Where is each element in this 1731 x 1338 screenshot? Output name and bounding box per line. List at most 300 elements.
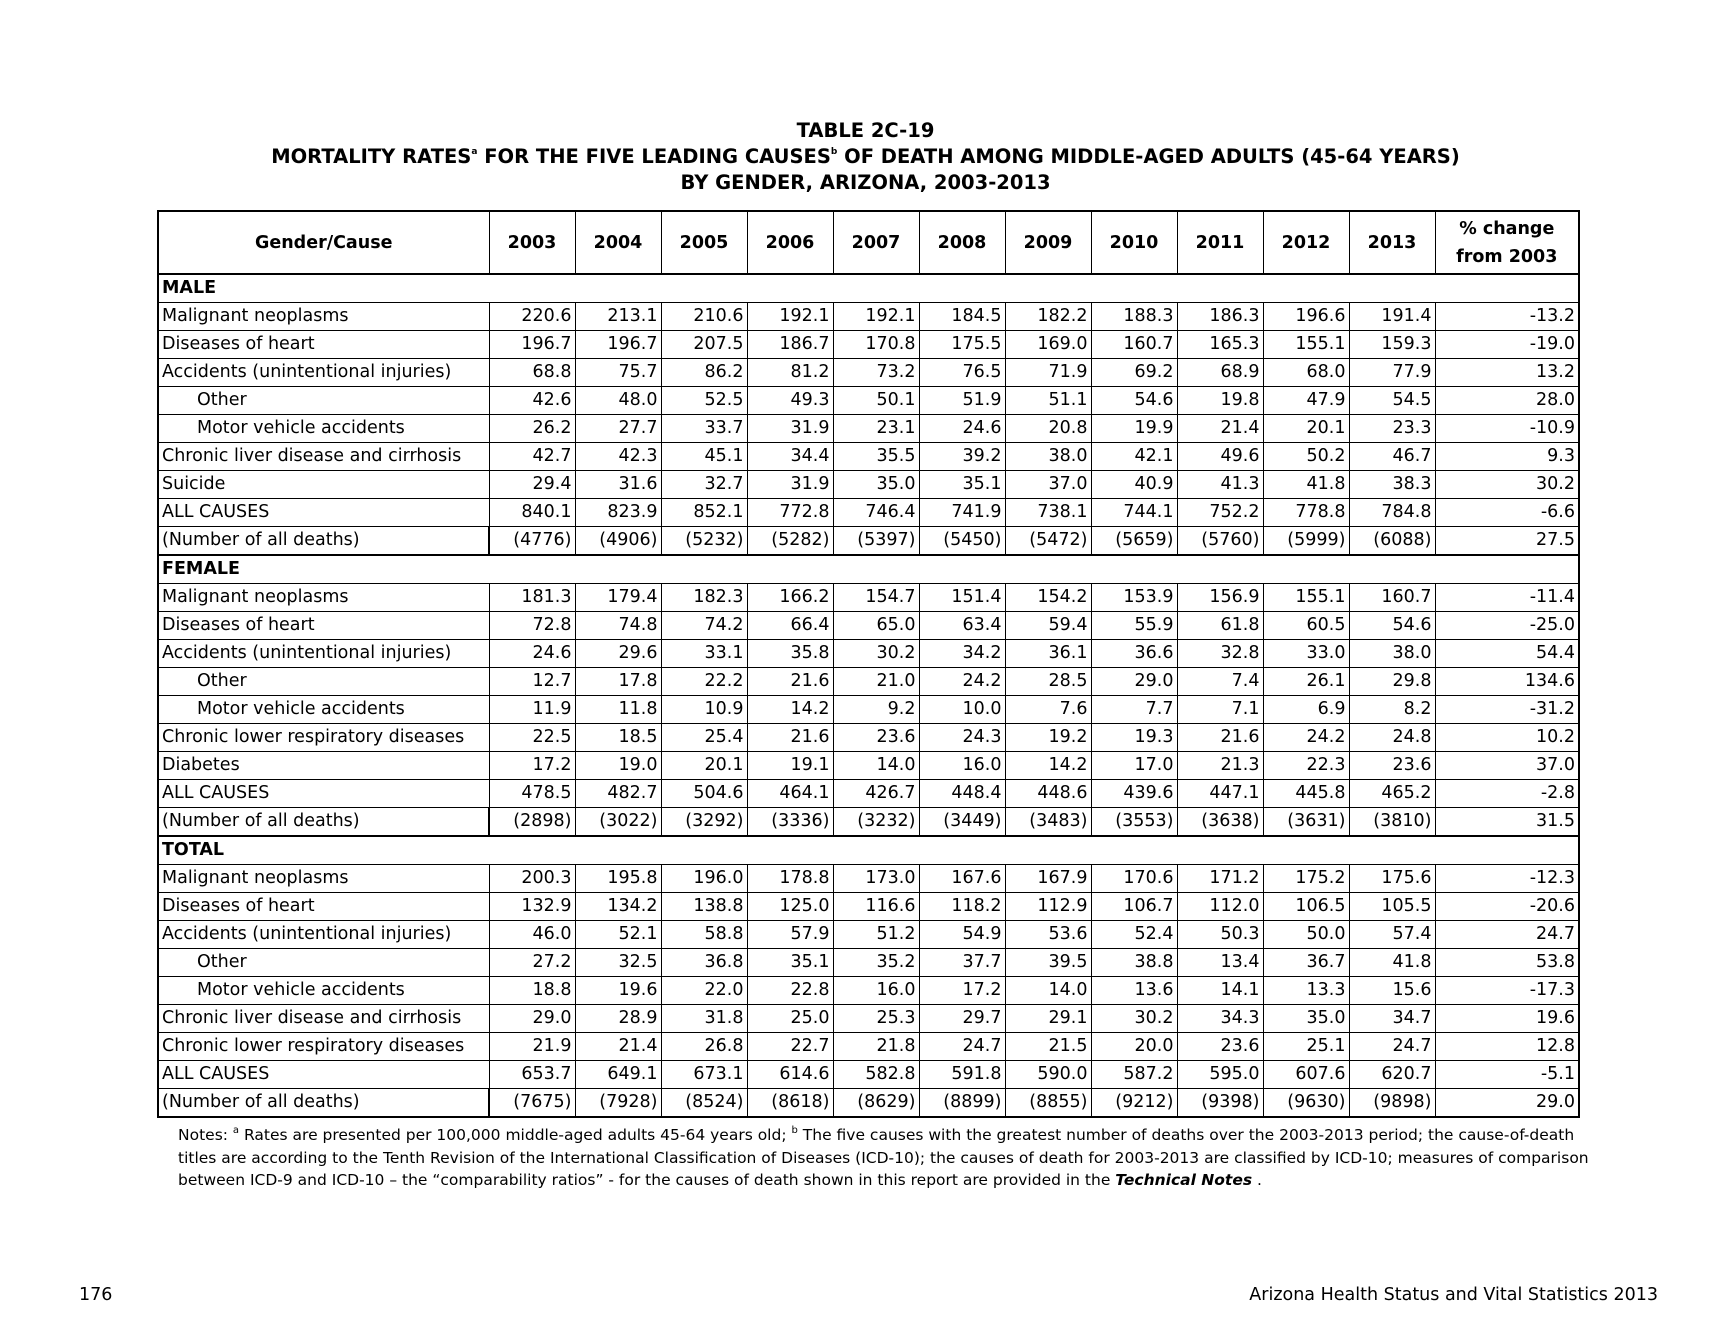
row-label: Diseases of heart	[158, 893, 489, 921]
rate-cell: 595.0	[1177, 1061, 1263, 1089]
rate-cell: 34.4	[747, 443, 833, 471]
rate-cell: 39.5	[1005, 949, 1091, 977]
rate-cell: 9.2	[833, 696, 919, 724]
header-row	[158, 211, 1579, 274]
rate-cell: 35.0	[1263, 1005, 1349, 1033]
rate-cell: 38.3	[1349, 471, 1435, 499]
table-row	[158, 640, 1579, 668]
rate-cell: (5450)	[919, 527, 1005, 556]
rate-cell: (5232)	[661, 527, 747, 556]
rate-cell: 22.7	[747, 1033, 833, 1061]
rate-cell: 36.8	[661, 949, 747, 977]
rate-cell: 23.3	[1349, 415, 1435, 443]
rate-cell: 504.6	[661, 780, 747, 808]
percent-change-cell: -5.1	[1435, 1061, 1579, 1089]
section-label: MALE	[158, 274, 1579, 303]
rate-cell: 156.9	[1177, 584, 1263, 612]
rate-cell: 31.6	[575, 471, 661, 499]
percent-change-cell: 19.6	[1435, 1005, 1579, 1033]
rate-cell: 29.8	[1349, 668, 1435, 696]
rate-cell: 153.9	[1091, 584, 1177, 612]
row-label: Diabetes	[158, 752, 489, 780]
rate-cell: 49.6	[1177, 443, 1263, 471]
row-label: Chronic liver disease and cirrhosis	[158, 1005, 489, 1033]
rate-cell: 13.4	[1177, 949, 1263, 977]
rate-cell: 39.2	[919, 443, 1005, 471]
rate-cell: 54.5	[1349, 387, 1435, 415]
header-cause: Gender/Cause	[158, 211, 489, 274]
percent-change-cell: 13.2	[1435, 359, 1579, 387]
percent-change-cell: 24.7	[1435, 921, 1579, 949]
rate-cell: 28.9	[575, 1005, 661, 1033]
percent-change-cell: 28.0	[1435, 387, 1579, 415]
row-label: ALL CAUSES	[158, 499, 489, 527]
table-row	[158, 1033, 1579, 1061]
rate-cell: 16.0	[919, 752, 1005, 780]
rate-cell: 673.1	[661, 1061, 747, 1089]
rate-cell: 11.8	[575, 696, 661, 724]
rate-cell: 166.2	[747, 584, 833, 612]
rate-cell: 46.0	[489, 921, 575, 949]
rate-cell: 52.4	[1091, 921, 1177, 949]
rate-cell: 24.3	[919, 724, 1005, 752]
rate-cell: 207.5	[661, 331, 747, 359]
rate-cell: 23.6	[1177, 1033, 1263, 1061]
rate-cell: 26.1	[1263, 668, 1349, 696]
rate-cell: (2898)	[489, 808, 575, 837]
rate-cell: (3631)	[1263, 808, 1349, 837]
publication-title: Arizona Health Status and Vital Statistics 2013	[1249, 1285, 1658, 1305]
row-label: Accidents (unintentional injuries)	[158, 921, 489, 949]
table-row	[158, 359, 1579, 387]
rate-cell: 48.0	[575, 387, 661, 415]
rate-cell: 22.5	[489, 724, 575, 752]
rate-cell: 738.1	[1005, 499, 1091, 527]
rate-cell: 31.9	[747, 471, 833, 499]
table-row	[158, 1061, 1579, 1089]
rate-cell: 192.1	[833, 303, 919, 331]
rate-cell: 196.7	[575, 331, 661, 359]
percent-change-cell: 134.6	[1435, 668, 1579, 696]
table-row	[158, 865, 1579, 893]
rate-cell: 173.0	[833, 865, 919, 893]
rate-cell: 14.1	[1177, 977, 1263, 1005]
header-year: 2010	[1091, 211, 1177, 274]
rate-cell: 11.9	[489, 696, 575, 724]
rate-cell: 58.8	[661, 921, 747, 949]
rate-cell: 106.7	[1091, 893, 1177, 921]
rate-cell: 188.3	[1091, 303, 1177, 331]
rate-cell: 35.2	[833, 949, 919, 977]
rate-cell: 10.9	[661, 696, 747, 724]
percent-change-cell: -19.0	[1435, 331, 1579, 359]
footnotes	[178, 1124, 1598, 1192]
technical-notes-ref: Technical Notes	[1115, 1171, 1253, 1189]
header-year: 2009	[1005, 211, 1091, 274]
table-row	[158, 780, 1579, 808]
rate-cell: 25.4	[661, 724, 747, 752]
rate-cell: 17.8	[575, 668, 661, 696]
rate-cell: 200.3	[489, 865, 575, 893]
rate-cell: (5397)	[833, 527, 919, 556]
rate-cell: 51.1	[1005, 387, 1091, 415]
rate-cell: 66.4	[747, 612, 833, 640]
percent-change-cell: 31.5	[1435, 808, 1579, 837]
header-year: 2004	[575, 211, 661, 274]
section-label: FEMALE	[158, 555, 1579, 584]
rate-cell: 73.2	[833, 359, 919, 387]
rate-cell: 752.2	[1177, 499, 1263, 527]
rate-cell: 591.8	[919, 1061, 1005, 1089]
rate-cell: (9630)	[1263, 1089, 1349, 1118]
rate-cell: 15.6	[1349, 977, 1435, 1005]
row-label: Malignant neoplasms	[158, 303, 489, 331]
rate-cell: 439.6	[1091, 780, 1177, 808]
rate-cell: 35.1	[747, 949, 833, 977]
rate-cell: (3449)	[919, 808, 1005, 837]
rate-cell: 34.2	[919, 640, 1005, 668]
rate-cell: 65.0	[833, 612, 919, 640]
rate-cell: 31.9	[747, 415, 833, 443]
table-row	[158, 977, 1579, 1005]
header-year: 2007	[833, 211, 919, 274]
rate-cell: 21.6	[747, 724, 833, 752]
rate-cell: 24.7	[919, 1033, 1005, 1061]
rate-cell: 40.9	[1091, 471, 1177, 499]
header-percent-change	[1435, 211, 1579, 274]
percent-change-cell: -13.2	[1435, 303, 1579, 331]
rate-cell: 175.5	[919, 331, 1005, 359]
rate-cell: 13.6	[1091, 977, 1177, 1005]
rate-cell: 151.4	[919, 584, 1005, 612]
rate-cell: 21.4	[1177, 415, 1263, 443]
row-label: Chronic liver disease and cirrhosis	[158, 443, 489, 471]
rate-cell: 478.5	[489, 780, 575, 808]
rate-cell: 35.1	[919, 471, 1005, 499]
rate-cell: 106.5	[1263, 893, 1349, 921]
rate-cell: 21.4	[575, 1033, 661, 1061]
header-year: 2013	[1349, 211, 1435, 274]
rate-cell: 28.5	[1005, 668, 1091, 696]
rate-cell: 19.9	[1091, 415, 1177, 443]
rate-cell: 8.2	[1349, 696, 1435, 724]
section-row-male	[158, 274, 1579, 303]
rate-cell: 213.1	[575, 303, 661, 331]
rate-cell: 38.0	[1349, 640, 1435, 668]
row-label: Chronic lower respiratory diseases	[158, 1033, 489, 1061]
header-year: 2012	[1263, 211, 1349, 274]
rate-cell: 23.1	[833, 415, 919, 443]
row-label: Motor vehicle accidents	[158, 415, 489, 443]
rate-cell: 27.7	[575, 415, 661, 443]
percent-change-cell: 30.2	[1435, 471, 1579, 499]
rate-cell: 32.5	[575, 949, 661, 977]
rate-cell: 36.1	[1005, 640, 1091, 668]
header-year: 2006	[747, 211, 833, 274]
rate-cell: 7.7	[1091, 696, 1177, 724]
rate-cell: 196.6	[1263, 303, 1349, 331]
rate-cell: 54.6	[1091, 387, 1177, 415]
rate-cell: 29.1	[1005, 1005, 1091, 1033]
rate-cell: 42.6	[489, 387, 575, 415]
rate-cell: (3292)	[661, 808, 747, 837]
rate-cell: 220.6	[489, 303, 575, 331]
rate-cell: 6.9	[1263, 696, 1349, 724]
rate-cell: 167.9	[1005, 865, 1091, 893]
rate-cell: (5472)	[1005, 527, 1091, 556]
footnote-marker-b: b	[791, 1125, 798, 1136]
rate-cell: 55.9	[1091, 612, 1177, 640]
rate-cell: 112.0	[1177, 893, 1263, 921]
rate-cell: 852.1	[661, 499, 747, 527]
percent-change-cell: -11.4	[1435, 584, 1579, 612]
rate-cell: 21.8	[833, 1033, 919, 1061]
notes-suffix: .	[1252, 1171, 1262, 1189]
table-row	[158, 303, 1579, 331]
rate-cell: 38.8	[1091, 949, 1177, 977]
rate-cell: 27.2	[489, 949, 575, 977]
rate-cell: 37.7	[919, 949, 1005, 977]
rate-cell: (5760)	[1177, 527, 1263, 556]
rate-cell: 186.7	[747, 331, 833, 359]
rate-cell: 14.0	[1005, 977, 1091, 1005]
rate-cell: 21.6	[1177, 724, 1263, 752]
rate-cell: 784.8	[1349, 499, 1435, 527]
rate-cell: 45.1	[661, 443, 747, 471]
rate-cell: (3638)	[1177, 808, 1263, 837]
rate-cell: 118.2	[919, 893, 1005, 921]
rate-cell: 25.1	[1263, 1033, 1349, 1061]
table-subtitle: BY GENDER, ARIZONA, 2003-2013	[680, 171, 1051, 194]
rate-cell: 13.3	[1263, 977, 1349, 1005]
table-title	[0, 144, 1731, 170]
percent-change-cell: 10.2	[1435, 724, 1579, 752]
rate-cell: 25.0	[747, 1005, 833, 1033]
rate-cell: 116.6	[833, 893, 919, 921]
section-row-female	[158, 555, 1579, 584]
table-row	[158, 724, 1579, 752]
rate-cell: 840.1	[489, 499, 575, 527]
rate-cell: 29.0	[489, 1005, 575, 1033]
header-year: 2005	[661, 211, 747, 274]
row-label: Chronic lower respiratory diseases	[158, 724, 489, 752]
footnote-marker-a: a	[232, 1125, 240, 1136]
row-label: Motor vehicle accidents	[158, 977, 489, 1005]
rate-cell: 57.9	[747, 921, 833, 949]
rate-cell: (8899)	[919, 1089, 1005, 1118]
rate-cell: 50.0	[1263, 921, 1349, 949]
rate-cell: 18.8	[489, 977, 575, 1005]
rate-cell: 30.2	[833, 640, 919, 668]
row-label: Other	[158, 949, 489, 977]
table-row	[158, 612, 1579, 640]
rate-cell: (8618)	[747, 1089, 833, 1118]
rate-cell: 49.3	[747, 387, 833, 415]
rate-cell: 21.0	[833, 668, 919, 696]
row-label: Diseases of heart	[158, 331, 489, 359]
rate-cell: 74.2	[661, 612, 747, 640]
rate-cell: 175.6	[1349, 865, 1435, 893]
rate-cell: 14.2	[1005, 752, 1091, 780]
rate-cell: 138.8	[661, 893, 747, 921]
rate-cell: 72.8	[489, 612, 575, 640]
table-row	[158, 668, 1579, 696]
rate-cell: 24.6	[489, 640, 575, 668]
rate-cell: 81.2	[747, 359, 833, 387]
percent-change-cell: -12.3	[1435, 865, 1579, 893]
header-year: 2008	[919, 211, 1005, 274]
rate-cell: 34.3	[1177, 1005, 1263, 1033]
rate-cell: 23.6	[833, 724, 919, 752]
percent-change-cell: -6.6	[1435, 499, 1579, 527]
rate-cell: 7.1	[1177, 696, 1263, 724]
percent-change-cell: 29.0	[1435, 1089, 1579, 1118]
row-label: Accidents (unintentional injuries)	[158, 640, 489, 668]
row-label: Accidents (unintentional injuries)	[158, 359, 489, 387]
table-title-block	[0, 118, 1731, 196]
rate-cell: (9212)	[1091, 1089, 1177, 1118]
section-label: TOTAL	[158, 836, 1579, 865]
rate-cell: (8855)	[1005, 1089, 1091, 1118]
rate-cell: (5659)	[1091, 527, 1177, 556]
rate-cell: 167.6	[919, 865, 1005, 893]
title-part: MORTALITY RATES	[271, 145, 472, 168]
rate-cell: 169.0	[1005, 331, 1091, 359]
rate-cell: (9898)	[1349, 1089, 1435, 1118]
percent-change-cell: 27.5	[1435, 527, 1579, 556]
rate-cell: 607.6	[1263, 1061, 1349, 1089]
rate-cell: 17.2	[919, 977, 1005, 1005]
percent-change-cell: -10.9	[1435, 415, 1579, 443]
row-label: (Number of all deaths)	[158, 527, 489, 556]
rate-cell: 51.9	[919, 387, 1005, 415]
rate-cell: 21.9	[489, 1033, 575, 1061]
note-a: Rates are presented per 100,000 middle-aged adults 45-64 years old;	[239, 1126, 792, 1144]
percent-change-cell: 37.0	[1435, 752, 1579, 780]
footnote-marker-b: b	[830, 147, 838, 157]
table-row	[158, 1005, 1579, 1033]
rate-cell: 54.6	[1349, 612, 1435, 640]
rate-cell: 29.7	[919, 1005, 1005, 1033]
rate-cell: 26.8	[661, 1033, 747, 1061]
table-row	[158, 387, 1579, 415]
rate-cell: (3810)	[1349, 808, 1435, 837]
rate-cell: (8629)	[833, 1089, 919, 1118]
table-row	[158, 1089, 1579, 1118]
rate-cell: 19.2	[1005, 724, 1091, 752]
rate-cell: 30.2	[1091, 1005, 1177, 1033]
rate-cell: 154.2	[1005, 584, 1091, 612]
rate-cell: 196.7	[489, 331, 575, 359]
rate-cell: 24.2	[919, 668, 1005, 696]
rate-cell: 19.0	[575, 752, 661, 780]
rate-cell: 191.4	[1349, 303, 1435, 331]
rate-cell: 19.6	[575, 977, 661, 1005]
rate-cell: 41.3	[1177, 471, 1263, 499]
rate-cell: 105.5	[1349, 893, 1435, 921]
rate-cell: 465.2	[1349, 780, 1435, 808]
rate-cell: 50.3	[1177, 921, 1263, 949]
percent-change-cell: -31.2	[1435, 696, 1579, 724]
table-number: TABLE 2C-19	[796, 119, 935, 142]
rate-cell: 160.7	[1349, 584, 1435, 612]
row-label: (Number of all deaths)	[158, 1089, 489, 1118]
rate-cell: 464.1	[747, 780, 833, 808]
rate-cell: 77.9	[1349, 359, 1435, 387]
rate-cell: 33.7	[661, 415, 747, 443]
rate-cell: 778.8	[1263, 499, 1349, 527]
rate-cell: (5282)	[747, 527, 833, 556]
row-label: ALL CAUSES	[158, 780, 489, 808]
rate-cell: 24.2	[1263, 724, 1349, 752]
rate-cell: 16.0	[833, 977, 919, 1005]
rate-cell: 182.2	[1005, 303, 1091, 331]
rate-cell: (3232)	[833, 808, 919, 837]
rate-cell: (4776)	[489, 527, 575, 556]
rate-cell: 165.3	[1177, 331, 1263, 359]
row-label: Suicide	[158, 471, 489, 499]
rate-cell: 29.4	[489, 471, 575, 499]
rate-cell: 47.9	[1263, 387, 1349, 415]
rate-cell: 614.6	[747, 1061, 833, 1089]
rate-cell: 46.7	[1349, 443, 1435, 471]
table-row	[158, 443, 1579, 471]
rate-cell: 33.1	[661, 640, 747, 668]
rate-cell: 620.7	[1349, 1061, 1435, 1089]
rate-cell: (4906)	[575, 527, 661, 556]
notes-prefix: Notes:	[178, 1126, 233, 1144]
percent-change-cell: 53.8	[1435, 949, 1579, 977]
row-label: Malignant neoplasms	[158, 584, 489, 612]
rate-cell: 22.0	[661, 977, 747, 1005]
table-row	[158, 584, 1579, 612]
rate-cell: 14.0	[833, 752, 919, 780]
rate-cell: 63.4	[919, 612, 1005, 640]
rate-cell: 18.5	[575, 724, 661, 752]
rate-cell: 32.7	[661, 471, 747, 499]
rate-cell: (7928)	[575, 1089, 661, 1118]
rate-cell: 74.8	[575, 612, 661, 640]
rate-cell: 25.3	[833, 1005, 919, 1033]
rate-cell: 24.7	[1349, 1033, 1435, 1061]
header-change-line1: % change	[1459, 218, 1555, 239]
table-row	[158, 696, 1579, 724]
table-row	[158, 471, 1579, 499]
rate-cell: 590.0	[1005, 1061, 1091, 1089]
rate-cell: 68.0	[1263, 359, 1349, 387]
rate-cell: 42.7	[489, 443, 575, 471]
rate-cell: 448.4	[919, 780, 1005, 808]
rate-cell: 170.6	[1091, 865, 1177, 893]
table-row	[158, 921, 1579, 949]
rate-cell: 41.8	[1349, 949, 1435, 977]
rate-cell: 482.7	[575, 780, 661, 808]
table-row	[158, 527, 1579, 556]
row-label: Diseases of heart	[158, 612, 489, 640]
rate-cell: 32.8	[1177, 640, 1263, 668]
percent-change-cell: -20.6	[1435, 893, 1579, 921]
title-part: FOR THE FIVE LEADING CAUSES	[477, 145, 831, 168]
rate-cell: (3022)	[575, 808, 661, 837]
rate-cell: 52.1	[575, 921, 661, 949]
percent-change-cell: 54.4	[1435, 640, 1579, 668]
rate-cell: 744.1	[1091, 499, 1177, 527]
rate-cell: (6088)	[1349, 527, 1435, 556]
rate-cell: 21.6	[747, 668, 833, 696]
rate-cell: 53.6	[1005, 921, 1091, 949]
rate-cell: 17.2	[489, 752, 575, 780]
rate-cell: 155.1	[1263, 331, 1349, 359]
